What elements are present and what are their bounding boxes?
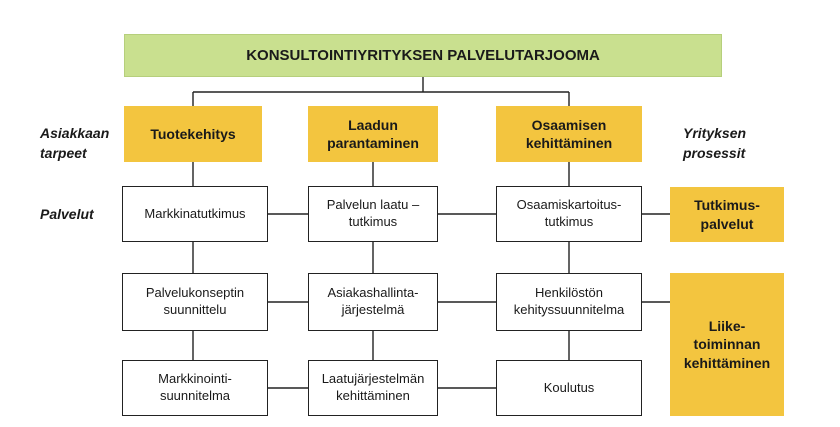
label-services: Palvelut — [40, 206, 94, 222]
service-box: Palvelun laatu – tutkimus — [308, 186, 438, 242]
service-box: Henkilöstön kehityssuunnitelma — [496, 273, 642, 331]
service-box: Markkinatutkimus — [122, 186, 268, 242]
category-competence-development: Osaamisen kehittäminen — [496, 106, 642, 162]
service-box: Markkinointi- suunnitelma — [122, 360, 268, 416]
service-box: Asiakashallinta- järjestelmä — [308, 273, 438, 331]
service-box: Osaamiskartoitus- tutkimus — [496, 186, 642, 242]
service-box: Laatujärjestelmän kehittäminen — [308, 360, 438, 416]
research-services-box: Tutkimus- palvelut — [670, 187, 784, 242]
service-box: Koulutus — [496, 360, 642, 416]
category-product-development: Tuotekehitys — [124, 106, 262, 162]
diagram-title: KONSULTOINTIYRITYKSEN PALVELUTARJOOMA — [124, 34, 722, 77]
service-box: Palvelukonseptin suunnittelu — [122, 273, 268, 331]
business-development-box: Liike- toiminnan kehittäminen — [670, 273, 784, 416]
label-company-processes: Yrityksen prosessit — [683, 125, 747, 161]
category-quality-improvement: Laadun parantaminen — [308, 106, 438, 162]
label-customer-needs: Asiakkaan tarpeet — [40, 125, 110, 161]
